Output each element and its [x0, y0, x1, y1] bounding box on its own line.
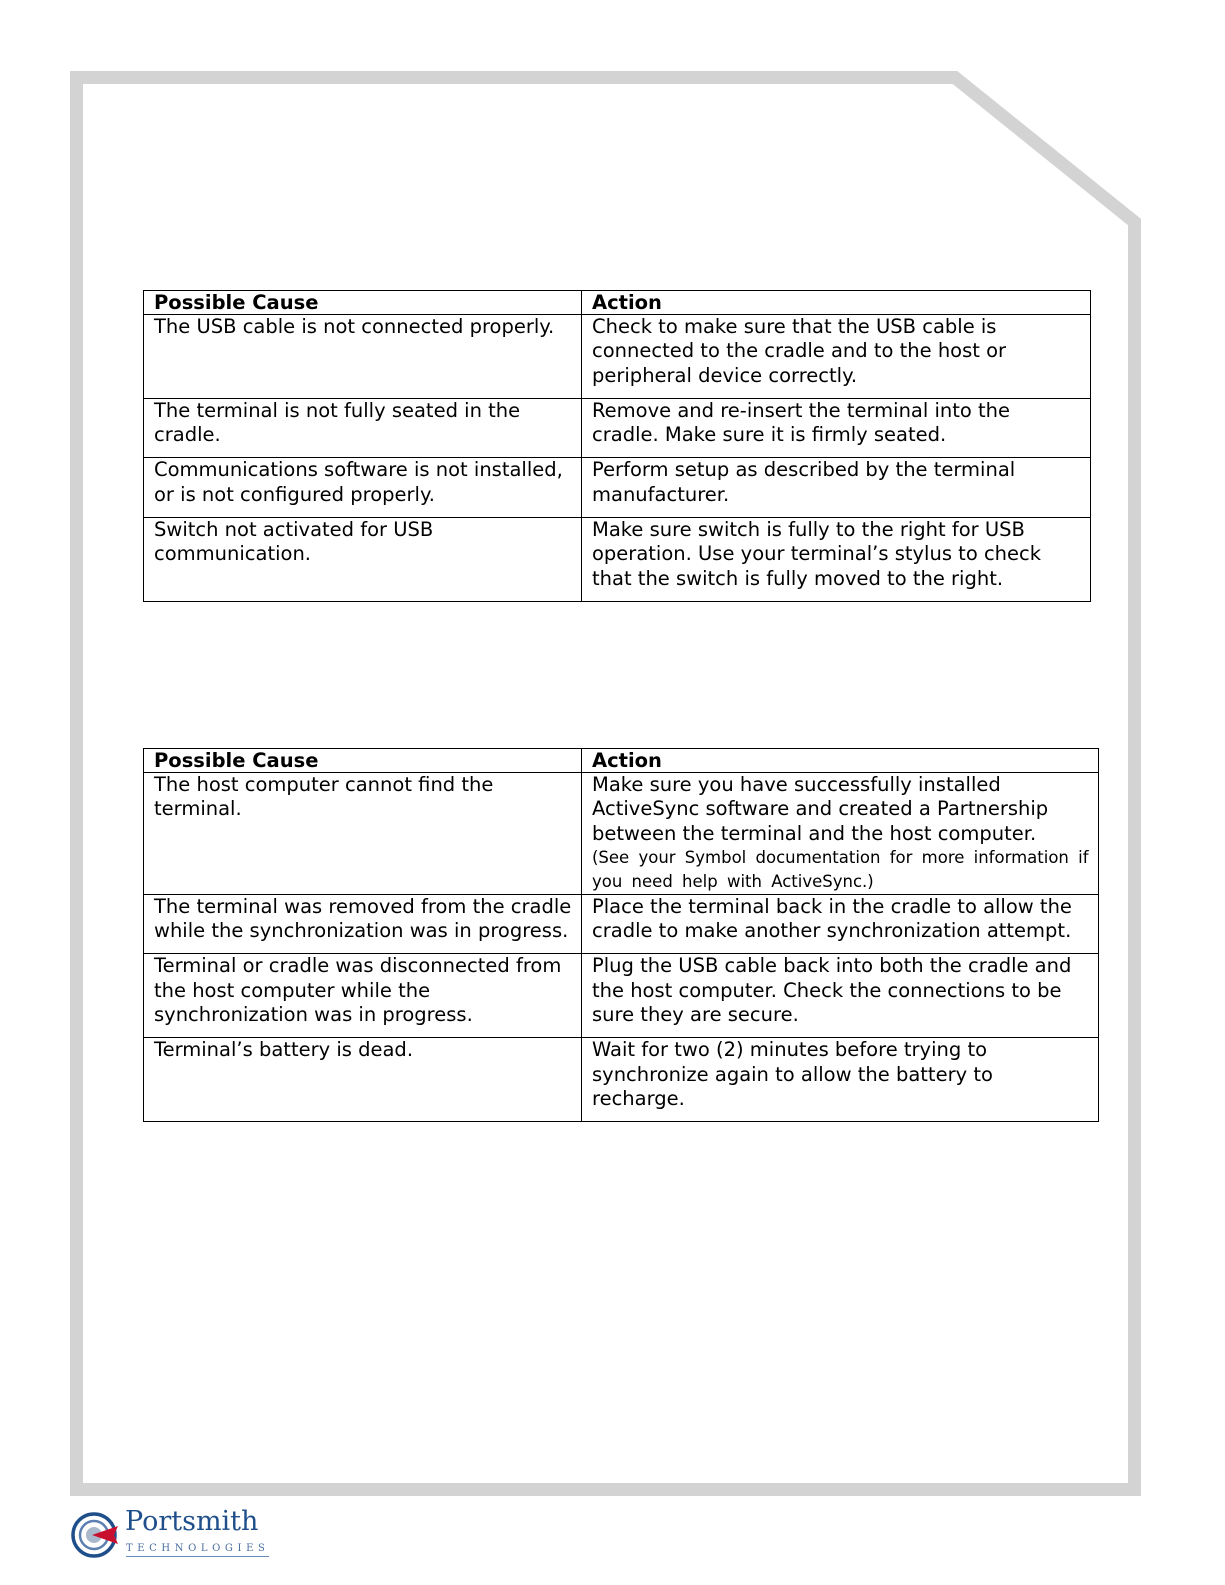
column-header-action: Action — [582, 291, 1091, 315]
column-header-action: Action — [582, 749, 1099, 773]
cause-cell: Communications software is not installed, or is not configured properly. — [144, 458, 582, 518]
table-row — [144, 773, 1099, 895]
table-row — [144, 518, 1091, 602]
action-cell — [582, 773, 1099, 895]
table-header-row — [144, 291, 1091, 315]
table-row — [144, 1038, 1099, 1122]
cause-cell: The terminal is not fully seated in the cradle. — [144, 398, 582, 458]
logo-wordmark: Portsmith — [125, 1506, 259, 1537]
table-row — [144, 894, 1099, 954]
column-header-possible-cause: Possible Cause — [144, 749, 582, 773]
portsmith-logo-mark-icon — [70, 1511, 120, 1559]
usb-connection-troubleshooting-table — [143, 290, 1091, 602]
logo-tagline: TECHNOLOGIES — [126, 1543, 269, 1557]
table-row — [144, 954, 1099, 1038]
action-cell: Place the terminal back in the cradle to allow the cradle to make another synchronization attempt. — [582, 894, 1099, 954]
action-cell: Check to make sure that the USB cable is connected to the cradle and to the host or peripheral device correctly. — [582, 315, 1091, 399]
table-row — [144, 458, 1091, 518]
table-header-row — [144, 749, 1099, 773]
cause-cell: Terminal’s battery is dead. — [144, 1038, 582, 1122]
action-cell: Plug the USB cable back into both the cradle and the host computer. Check the connections to be sure they are secure. — [582, 954, 1099, 1038]
synchronization-troubleshooting-table — [143, 748, 1099, 1122]
cause-cell: The USB cable is not connected properly. — [144, 315, 582, 399]
action-cell: Wait for two (2) minutes before trying to synchronize again to allow the battery to recharge. — [582, 1038, 1099, 1122]
table-row — [144, 398, 1091, 458]
cause-cell: The terminal was removed from the cradle while the synchronization was in progress. — [144, 894, 582, 954]
action-cell: Remove and re-insert the terminal into the cradle. Make sure it is firmly seated. — [582, 398, 1091, 458]
cause-cell: Terminal or cradle was disconnected from the host computer while the synchronization was in progress. — [144, 954, 582, 1038]
action-note: (See your Symbol documentation for more information if you need help with ActiveSync.) — [592, 847, 1089, 891]
column-header-possible-cause: Possible Cause — [144, 291, 582, 315]
action-cell: Make sure switch is fully to the right for USB operation. Use your terminal’s stylus to check that the switch is fully moved to the right. — [582, 518, 1091, 602]
table-row — [144, 315, 1091, 399]
cause-cell: Switch not activated for USB communication. — [144, 518, 582, 602]
action-cell: Perform setup as described by the terminal manufacturer. — [582, 458, 1091, 518]
portsmith-logo — [70, 1506, 270, 1561]
action-text: Make sure you have successfully installed ActiveSync software and created a Partnership between the terminal and the host computer. — [592, 773, 1049, 845]
cause-cell: The host computer cannot find the terminal. — [144, 773, 582, 895]
